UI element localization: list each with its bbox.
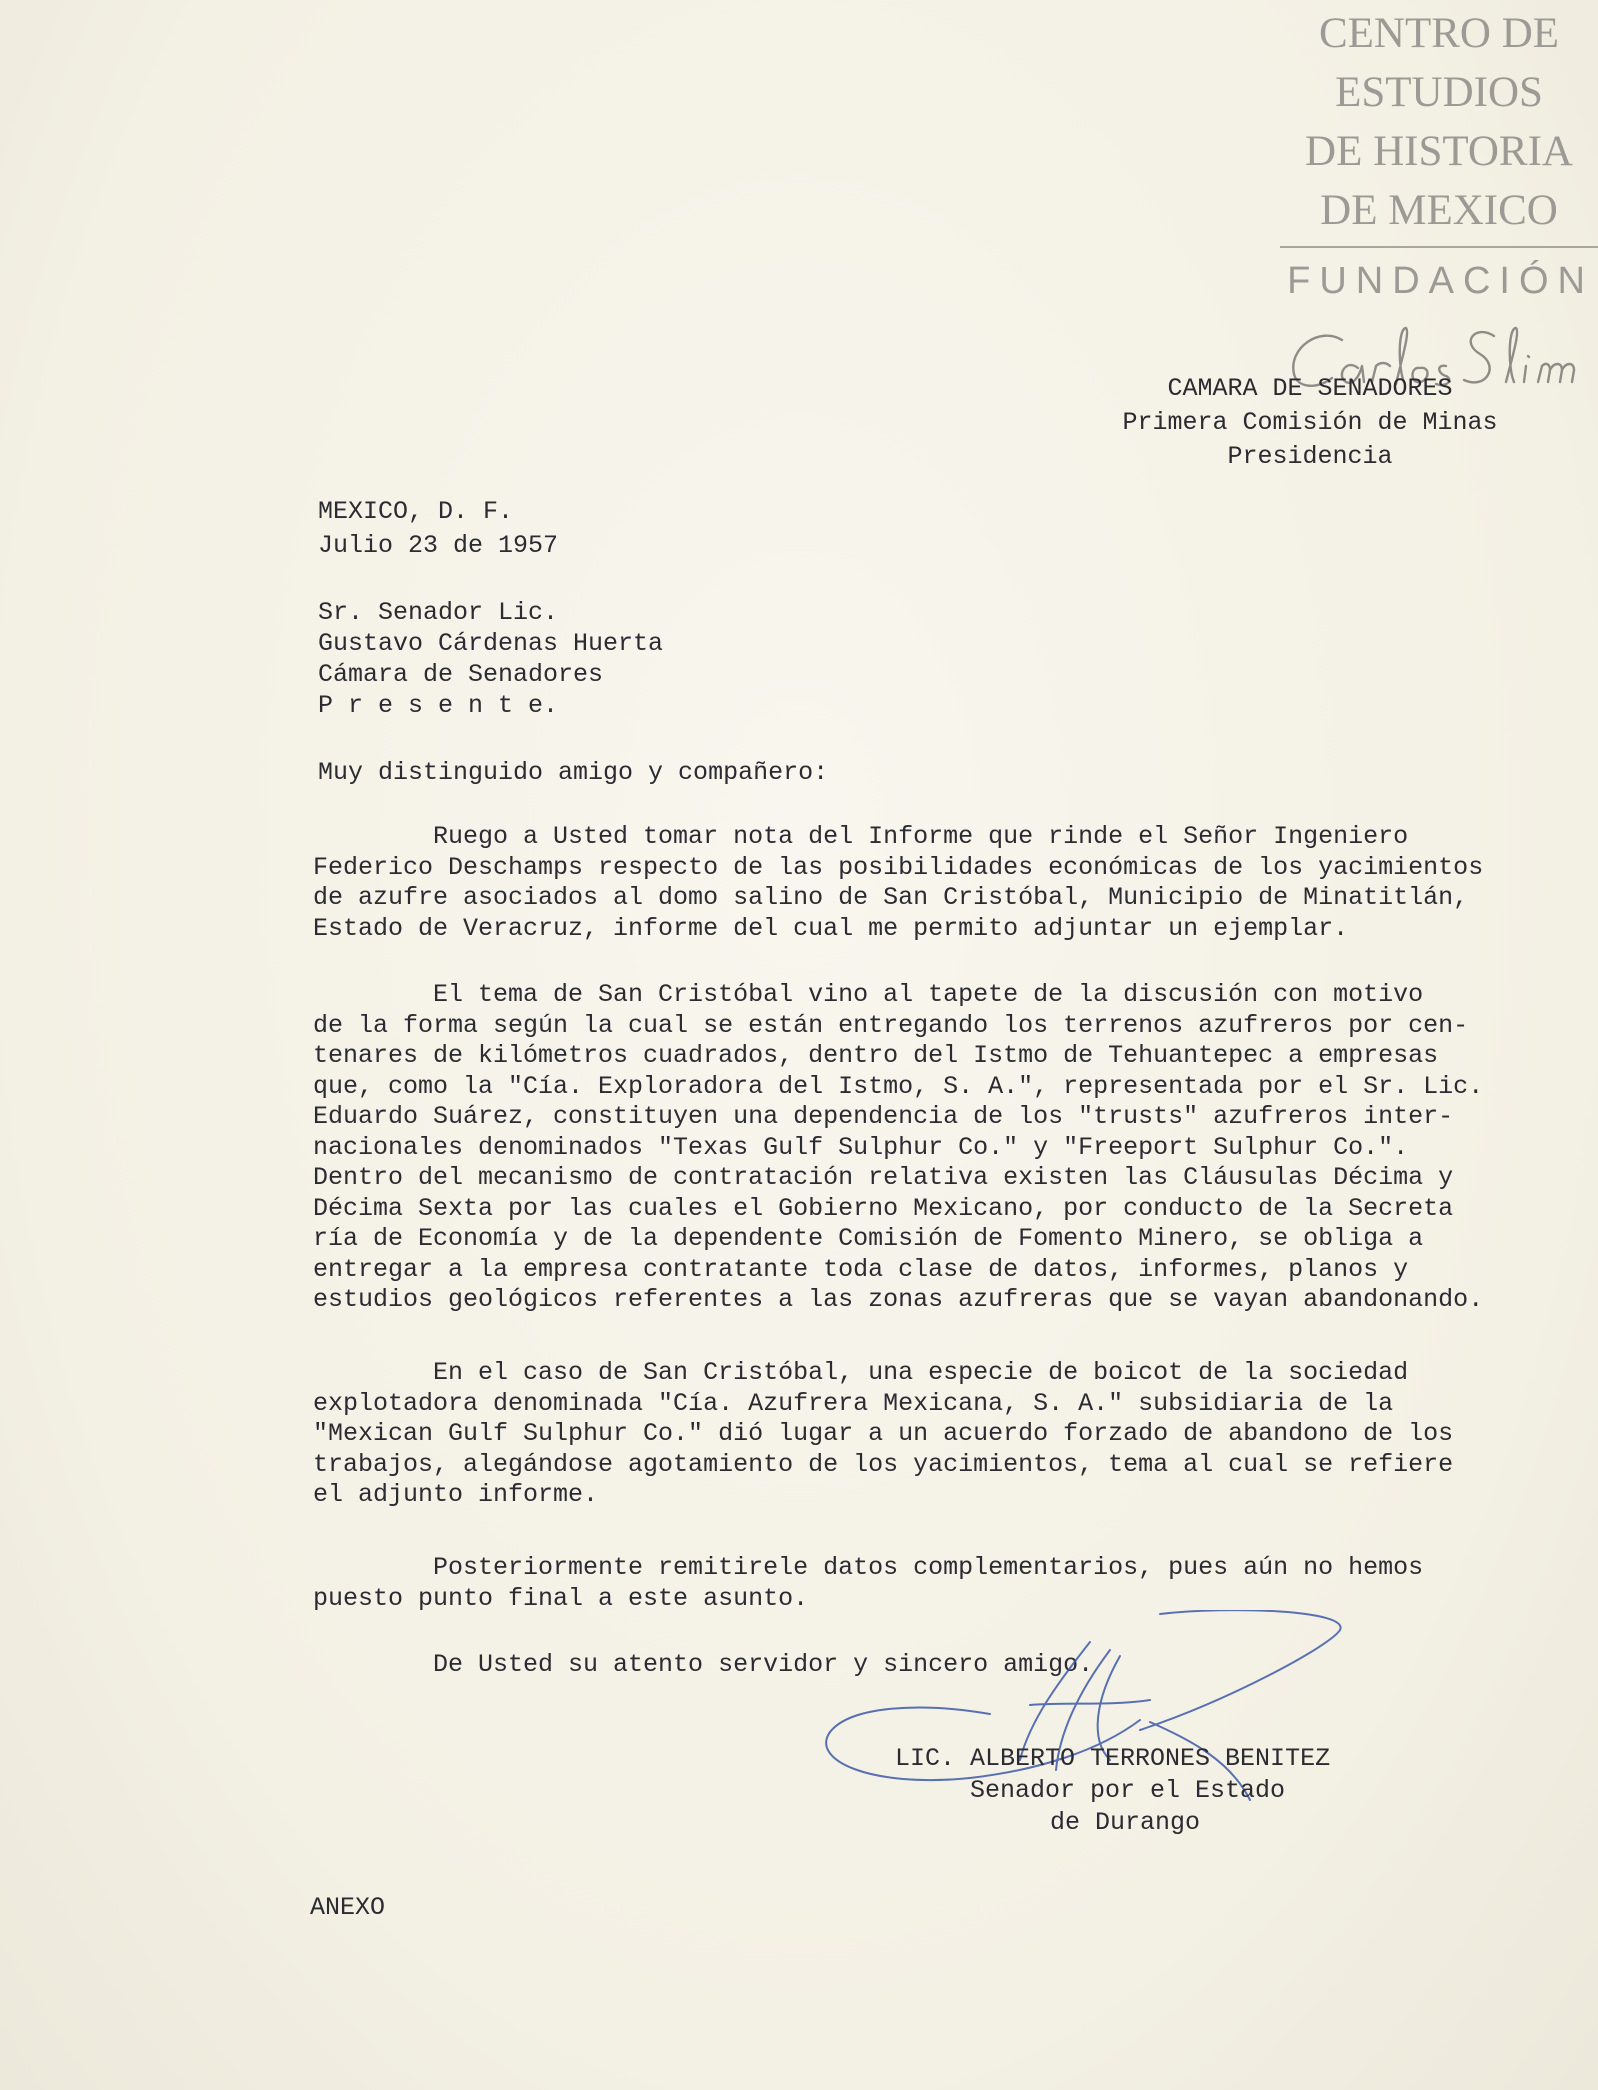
watermark-line: CENTRO DE bbox=[1318, 10, 1560, 57]
enclosure-note: ANEXO bbox=[310, 1893, 386, 1922]
paragraph-line: Dentro del mecanismo de contratación relativa existen las Cláusulas Décima y bbox=[313, 1163, 1454, 1192]
paragraph-line: entregar a la empresa contratante toda clase de datos, informes, planos y bbox=[313, 1254, 1409, 1284]
recipient-name: Gustavo Cárdenas Huerta bbox=[318, 629, 664, 658]
paragraph-line: ría de Economía y de la dependente Comisión de Fomento Minero, se obliga a bbox=[313, 1224, 1424, 1253]
paragraph-line: "Mexican Gulf Sulphur Co." dió lugar a un acuerdo forzado de abandono de los bbox=[313, 1419, 1454, 1448]
paragraph-line: tenares de kilómetros cuadrados, dentro del Istmo de Tehuantepec a empresas bbox=[313, 1041, 1439, 1070]
body-paragraph bbox=[313, 822, 1523, 944]
body-paragraph bbox=[313, 980, 1523, 1316]
paragraph-line: de la forma según la cual se están entregando los terrenos azufreros por cen- bbox=[313, 1010, 1469, 1040]
paragraph-line: Décima Sexta por las cuales el Gobierno Mexicano, por conducto de la Secreta bbox=[313, 1193, 1454, 1223]
paragraph-line: puesto punto final a este asunto. bbox=[313, 1583, 809, 1613]
archive-watermark bbox=[1280, 4, 1598, 303]
paragraph-line: Posteriormente remitirele datos complementarios, pues aún no hemos bbox=[313, 1553, 1424, 1582]
signer-state: de Durango bbox=[1050, 1808, 1201, 1837]
watermark-line: DE MEXICO bbox=[1320, 187, 1558, 234]
watermark-line: DE HISTORIA bbox=[1305, 128, 1573, 175]
paragraph-line: trabajos, alegándose agotamiento de los yacimientos, tema al cual se refiere bbox=[313, 1449, 1454, 1479]
signer-title: Senador por el Estado bbox=[970, 1776, 1286, 1805]
paragraph-line: explotadora denominada "Cía. Azufrera Mexicana, S. A." subsidiaria de la bbox=[313, 1388, 1394, 1418]
watermark-line: ESTUDIOS bbox=[1335, 69, 1543, 116]
watermark-divider bbox=[1280, 246, 1598, 248]
paragraph-line: Estado de Veracruz, informe del cual me permito adjuntar un ejemplar. bbox=[313, 913, 1349, 943]
recipient-title: Sr. Senador Lic. bbox=[318, 598, 559, 627]
letterhead-commission: Primera Comisión de Minas bbox=[1122, 408, 1498, 437]
letterhead-presidency: Presidencia bbox=[1227, 442, 1393, 471]
body-paragraph bbox=[313, 1358, 1523, 1511]
paragraph-line: En el caso de San Cristóbal, una especie de boicot de la sociedad bbox=[313, 1358, 1409, 1387]
watermark-fundacion: FUNDACIÓN bbox=[1287, 260, 1594, 302]
paragraph-line: que, como la "Cía. Exploradora del Istmo, S. A.", representada por el Sr. Lic. bbox=[313, 1071, 1484, 1101]
paragraph-line: El tema de San Cristóbal vino al tapete de la discusión con motivo bbox=[313, 980, 1424, 1009]
letter-date: Julio 23 de 1957 bbox=[318, 531, 559, 560]
paragraph-line: Ruego a Usted tomar nota del Informe que rinde el Señor Ingeniero bbox=[313, 822, 1409, 851]
recipient-institution: Cámara de Senadores bbox=[318, 660, 604, 689]
paragraph-line: nacionales denominados "Texas Gulf Sulphur Co." y "Freeport Sulphur Co.". bbox=[313, 1132, 1409, 1162]
letterhead-chamber: CAMARA DE SENADORES bbox=[1167, 374, 1453, 403]
paragraph-line: Federico Deschamps respecto de las posibilidades económicas de los yacimientos bbox=[313, 852, 1484, 882]
paragraph-line: Eduardo Suárez, constituyen una dependencia de los "trusts" azufreros inter- bbox=[313, 1102, 1454, 1131]
closing-line: De Usted su atento servidor y sincero amigo. bbox=[313, 1650, 1094, 1679]
paragraph-line: estudios geológicos referentes a las zonas azufreras que se vayan abandonando. bbox=[313, 1285, 1484, 1314]
body-paragraph bbox=[313, 1553, 1523, 1614]
letter-place: MEXICO, D. F. bbox=[318, 497, 514, 526]
paragraph-line: el adjunto informe. bbox=[313, 1480, 599, 1509]
paragraph-line: de azufre asociados al domo salino de San Cristóbal, Municipio de Minatitlán, bbox=[313, 883, 1469, 912]
signature-block bbox=[895, 1743, 1395, 1839]
letterhead bbox=[1080, 372, 1540, 474]
recipient-presente: P r e s e n t e. bbox=[318, 691, 559, 720]
salutation: Muy distinguido amigo y compañero: bbox=[318, 758, 829, 787]
signer-name: LIC. ALBERTO TERRONES BENITEZ bbox=[895, 1744, 1331, 1773]
